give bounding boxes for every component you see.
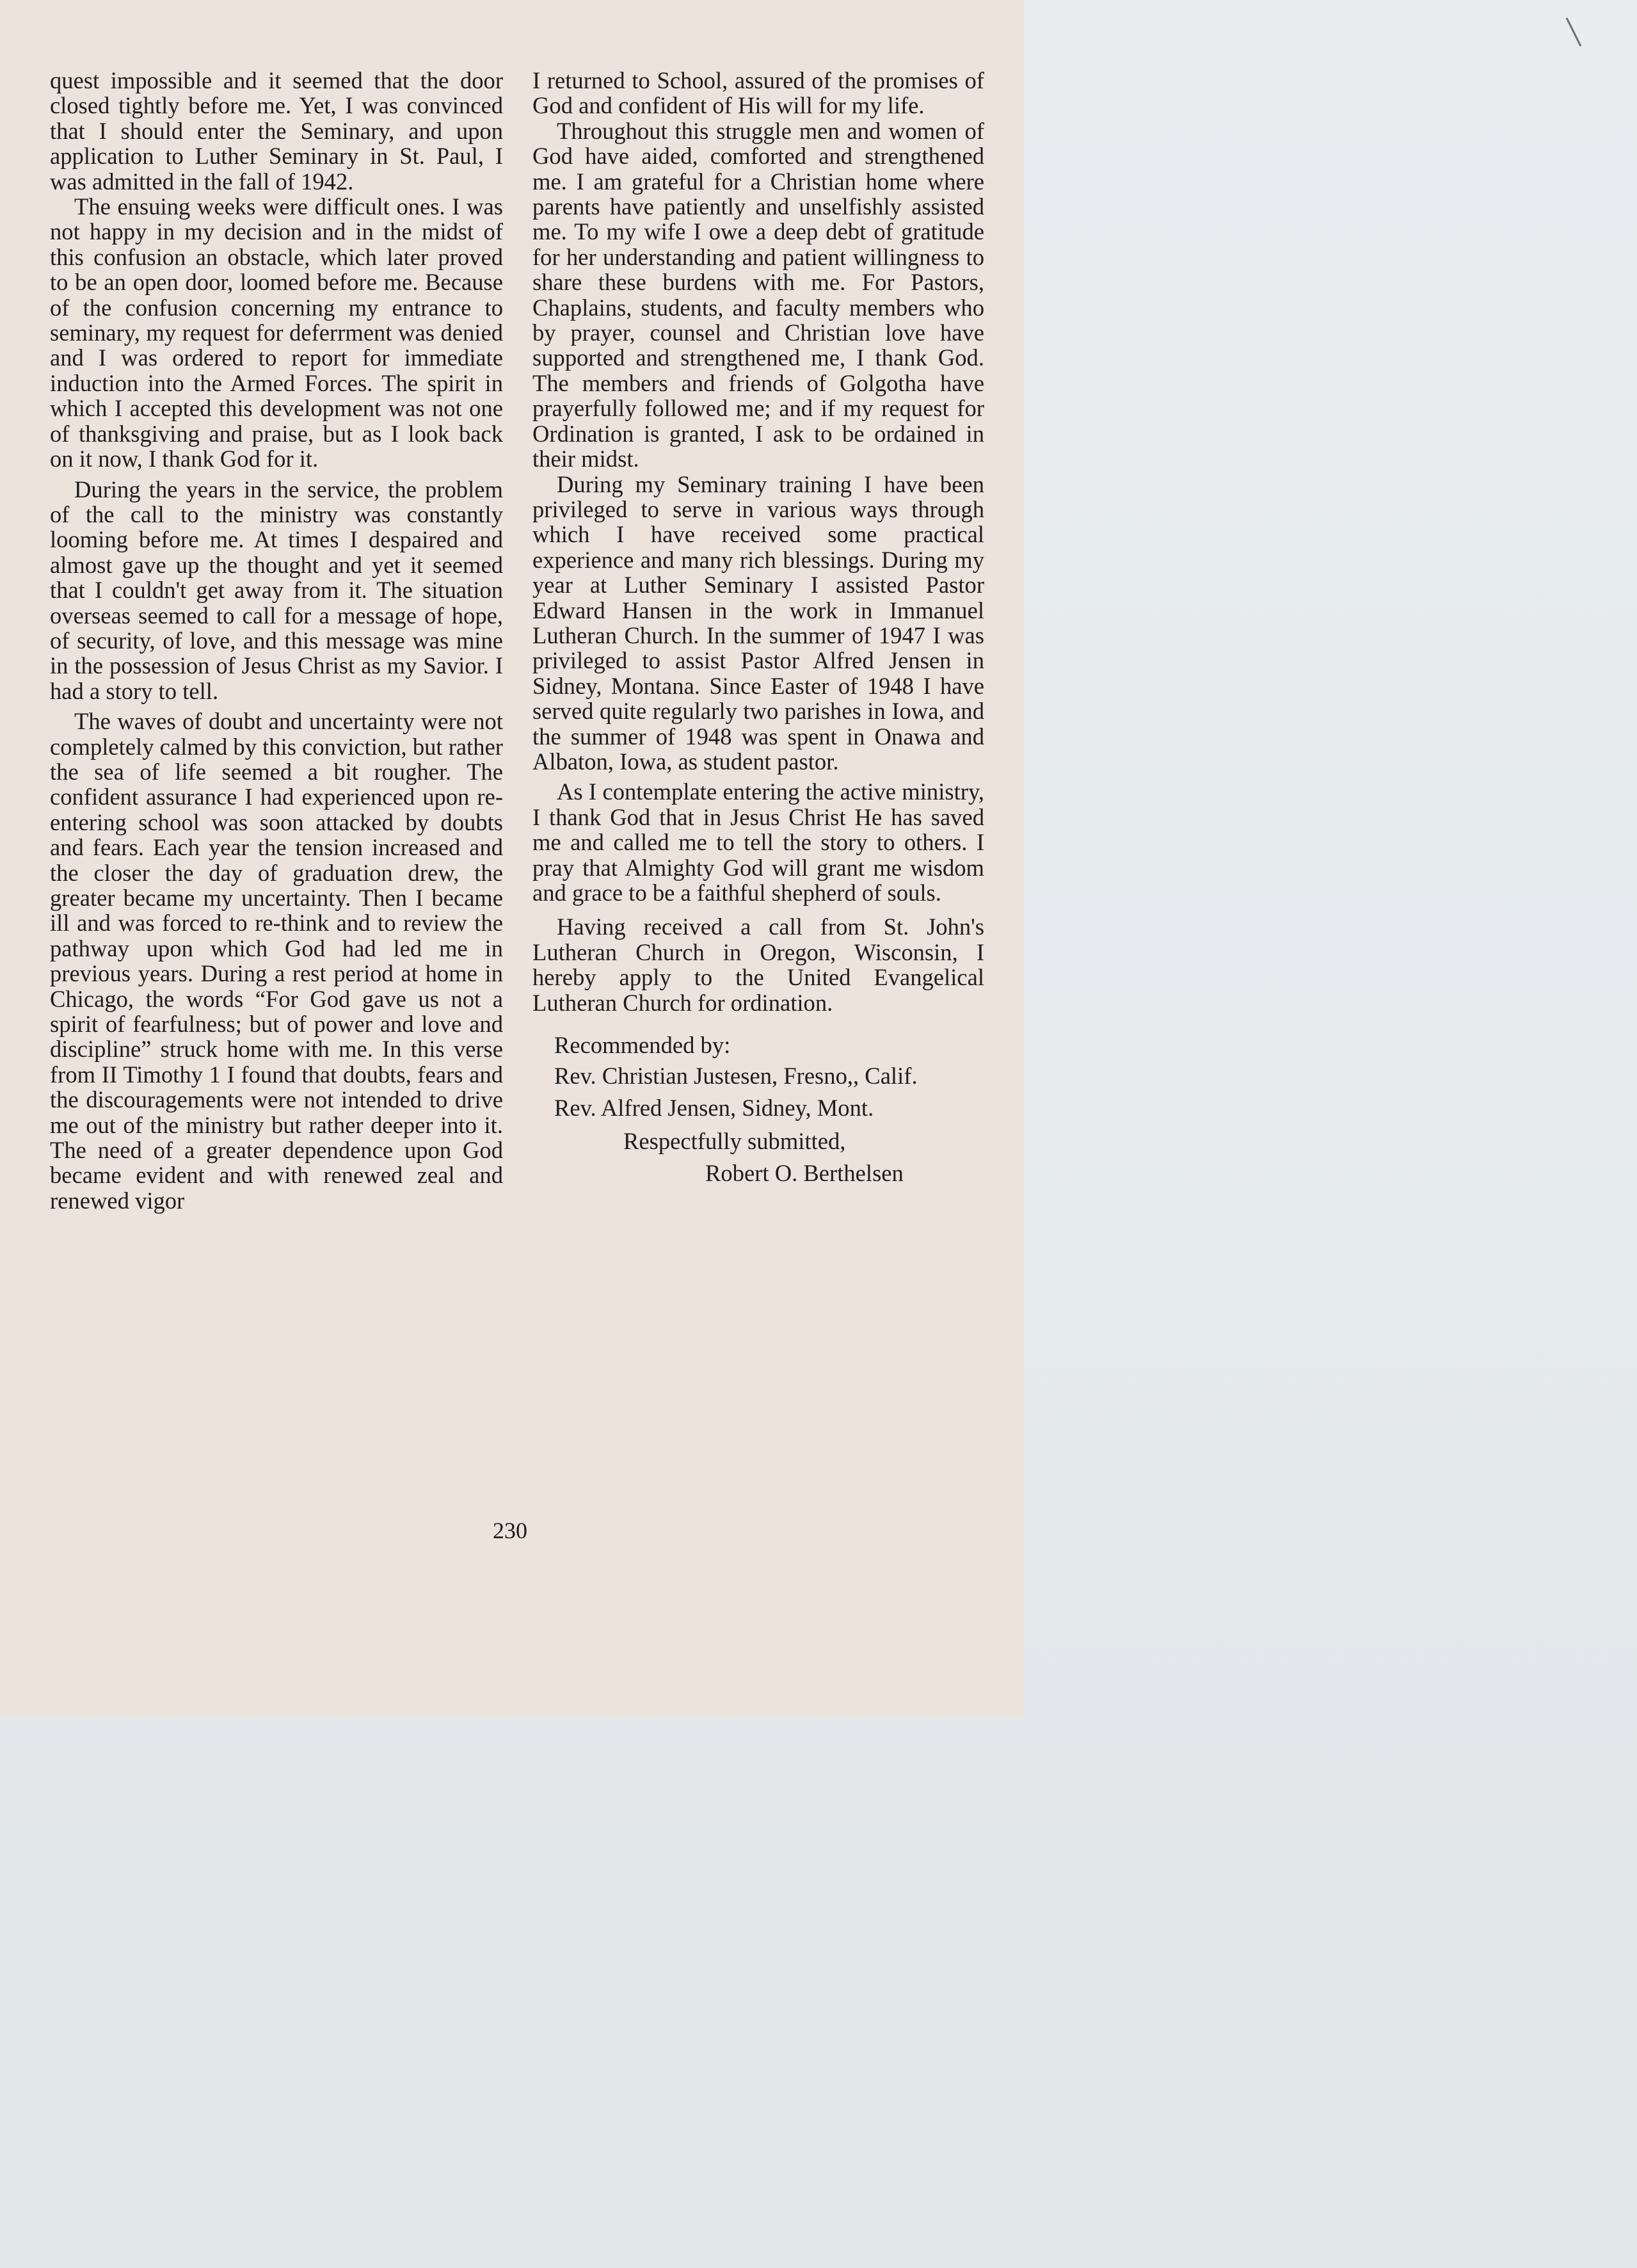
recommended-label: Recommended by: — [554, 1032, 731, 1059]
paragraph: The ensuing weeks were difficult ones. I was not happy in my decision and in the midst of this confusion an obstacle, which later proved to be an open door, loomed before me. Because of the confusion concerning my entrance to seminary, my request for deferrment was denied and I was ordered to report for immediate induction into the Armed Forces. The spirit in which I accepted this development was not one of thanksgiving and praise, but as I look back on it now, I thank God for it. — [50, 193, 503, 472]
paragraph: During my Seminary training I have been privileged to serve in various ways through which I have received some practical experience and many rich blessings. During my year at Luther Seminary I assisted Pastor Edward Hansen in the work in Immanuel Lutheran Church. In the summer of 1947 I was privileged to assist Pastor Alfred Jensen in Sidney, Montana. Since Easter of 1948 I have served quite regularly two parishes in Iowa, and the summer of 1948 was spent in Onawa and Albaton, Iowa, as student pastor. — [532, 470, 984, 775]
closing: Respectfully submitted, — [623, 1128, 846, 1155]
recommender: Rev. Christian Justesen, Fresno,, Calif. — [554, 1063, 918, 1090]
scan-artifact-mark — [1561, 13, 1587, 51]
signature-name: Robert O. Berthelsen — [705, 1160, 904, 1187]
paragraph: Having received a call from St. John's Lutheran Church in Oregon, Wisconsin, I hereby apply to the United Evangelical Lutheran Church for ordination. — [532, 913, 984, 1016]
clipping-edge — [986, 0, 1024, 915]
paragraph: The waves of doubt and uncertainty were not completely calmed by this conviction, but rather the sea of life seemed a bit rougher. The confident assurance I had experienced upon re-entering school was soon attacked by doubts and fears. Each year the tension increased and the closer the day of graduation drew, the greater became my uncertainty. Then I became ill and was forced to re-think and to review the pathway upon which God had led me in previous years. During a rest period at home in Chicago, the words “For God gave us not a spirit of fearfulness; but of power and love and discipline” struck home with me. In this verse from II Timothy 1 I found that doubts, fears and the discouragements were not intended to drive me out of the ministry but rather deeper into it. The need of a greater dependence upon God became evident and with renewed zeal and renewed vigor — [50, 708, 503, 1214]
paragraph: As I contemplate entering the active ministry, I thank God that in Jesus Christ He has saved me and called me to tell the story to others. I pray that Almighty God will grant me wisdom and grace to be a faithful shepherd of souls. — [532, 778, 984, 906]
recommendation-block — [532, 1032, 984, 1187]
right-text-column — [532, 68, 984, 1187]
paragraph: Throughout this struggle men and women of God have aided, comforted and strengthened me. I am grateful for a Christian home where parents have patiently and unselfishly assisted me. To my wife I owe a deep debt of gratitude for her understanding and patient willingness to share these burdens with me. For Pastors, Chaplains, students, and faculty members who by prayer, counsel and Christian love have supported and strengthened me, I thank God. The members and friends of Golgotha have prayerfully followed me; and if my request for Ordination is granted, I ask to be ordained in their midst. — [532, 117, 984, 472]
paragraph: I returned to School, assured of the promises of God and confident of His will for my life. — [532, 67, 984, 119]
page-number: 230 — [493, 1518, 527, 1543]
paragraph: quest impossible and it seemed that the door closed tightly before me. Yet, I was convinced that I should enter the Seminary, and upon application to Luther Seminary in St. Paul, I was admitted in the fall of 1942. — [50, 67, 503, 195]
recommender: Rev. Alfred Jensen, Sidney, Mont. — [554, 1095, 874, 1122]
left-text-column — [50, 68, 503, 1213]
paragraph: During the years in the service, the problem of the call to the ministry was constantly looming before me. At times I despaired and almost gave up the thought and yet it seemed that I couldn't get away from it. The situation overseas seemed to call for a message of hope, of security, of love, and this message was mine in the possession of Jesus Christ as my Savior. I had a story to tell. — [50, 476, 503, 704]
